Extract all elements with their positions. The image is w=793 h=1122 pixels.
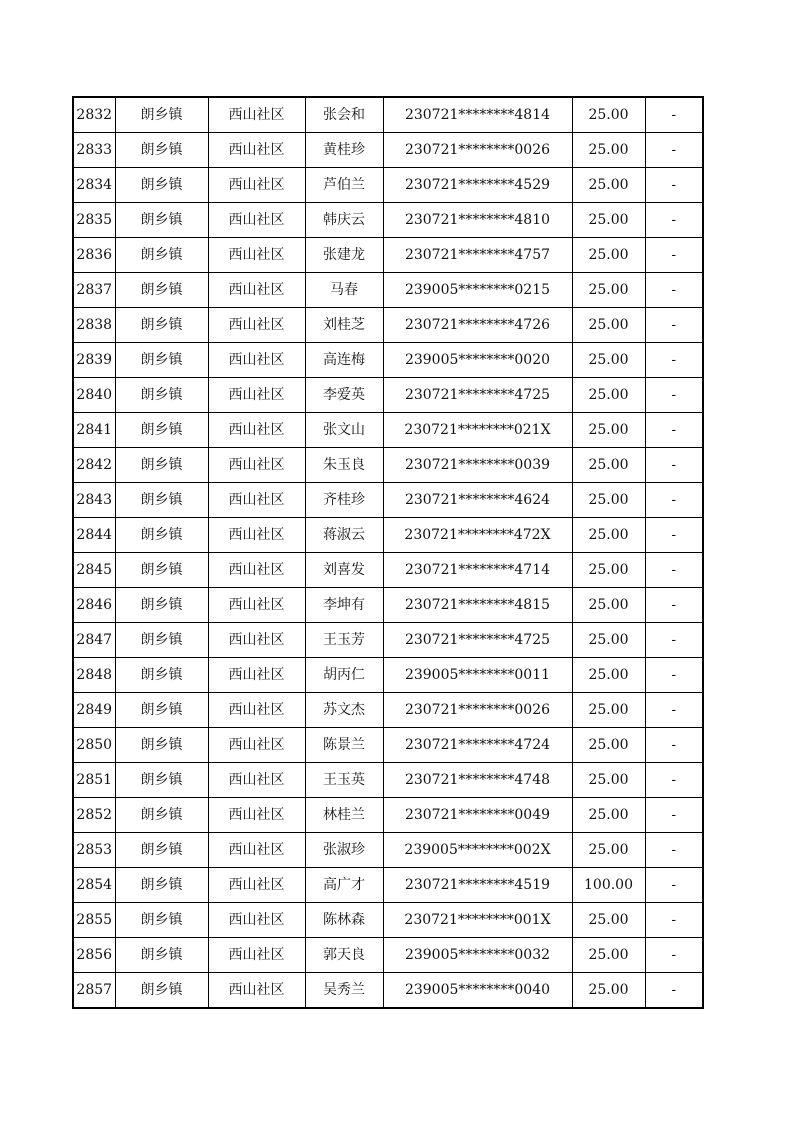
community-cell: 西山社区 <box>208 693 305 728</box>
id-number-cell: 239005********002X <box>383 833 572 868</box>
seq-cell: 2846 <box>73 588 115 623</box>
town-cell: 朗乡镇 <box>115 588 208 623</box>
seq-cell: 2841 <box>73 413 115 448</box>
amount-cell: 25.00 <box>572 518 645 553</box>
town-cell: 朗乡镇 <box>115 798 208 833</box>
community-cell: 西山社区 <box>208 763 305 798</box>
note-cell: - <box>645 798 703 833</box>
id-number-cell: 239005********0040 <box>383 973 572 1009</box>
amount-cell: 25.00 <box>572 168 645 203</box>
town-cell: 朗乡镇 <box>115 728 208 763</box>
community-cell: 西山社区 <box>208 903 305 938</box>
table-row <box>73 798 703 833</box>
seq-cell: 2837 <box>73 273 115 308</box>
seq-cell: 2844 <box>73 518 115 553</box>
table-row <box>73 728 703 763</box>
community-cell: 西山社区 <box>208 833 305 868</box>
table-row <box>73 448 703 483</box>
table-row <box>73 588 703 623</box>
amount-cell: 25.00 <box>572 938 645 973</box>
community-cell: 西山社区 <box>208 588 305 623</box>
note-cell: - <box>645 133 703 168</box>
table-row <box>73 483 703 518</box>
table-row <box>73 658 703 693</box>
seq-cell: 2856 <box>73 938 115 973</box>
community-cell: 西山社区 <box>208 238 305 273</box>
person-name-cell: 刘桂芝 <box>305 308 383 343</box>
amount-cell: 25.00 <box>572 553 645 588</box>
amount-cell: 25.00 <box>572 693 645 728</box>
id-number-cell: 230721********472X <box>383 518 572 553</box>
town-cell: 朗乡镇 <box>115 973 208 1009</box>
id-number-cell: 230721********4624 <box>383 483 572 518</box>
table-row <box>73 238 703 273</box>
table-row <box>73 343 703 378</box>
note-cell: - <box>645 343 703 378</box>
amount-cell: 25.00 <box>572 343 645 378</box>
town-cell: 朗乡镇 <box>115 97 208 133</box>
id-number-cell: 230721********4519 <box>383 868 572 903</box>
amount-cell: 25.00 <box>572 483 645 518</box>
person-name-cell: 黄桂珍 <box>305 133 383 168</box>
seq-cell: 2851 <box>73 763 115 798</box>
person-name-cell: 马春 <box>305 273 383 308</box>
id-number-cell: 230721********4810 <box>383 203 572 238</box>
community-cell: 西山社区 <box>208 553 305 588</box>
community-cell: 西山社区 <box>208 798 305 833</box>
amount-cell: 25.00 <box>572 413 645 448</box>
id-number-cell: 239005********0011 <box>383 658 572 693</box>
amount-cell: 25.00 <box>572 728 645 763</box>
id-number-cell: 239005********0032 <box>383 938 572 973</box>
town-cell: 朗乡镇 <box>115 273 208 308</box>
amount-cell: 25.00 <box>572 203 645 238</box>
id-number-cell: 230721********0049 <box>383 798 572 833</box>
table-row <box>73 518 703 553</box>
community-cell: 西山社区 <box>208 938 305 973</box>
note-cell: - <box>645 378 703 413</box>
seq-cell: 2848 <box>73 658 115 693</box>
amount-cell: 25.00 <box>572 833 645 868</box>
person-name-cell: 苏文杰 <box>305 693 383 728</box>
id-number-cell: 230721********4815 <box>383 588 572 623</box>
amount-cell: 25.00 <box>572 238 645 273</box>
person-name-cell: 张淑珍 <box>305 833 383 868</box>
note-cell: - <box>645 868 703 903</box>
id-number-cell: 230721********4714 <box>383 553 572 588</box>
community-cell: 西山社区 <box>208 448 305 483</box>
town-cell: 朗乡镇 <box>115 203 208 238</box>
seq-cell: 2834 <box>73 168 115 203</box>
seq-cell: 2842 <box>73 448 115 483</box>
table-row <box>73 763 703 798</box>
id-number-cell: 230721********4814 <box>383 97 572 133</box>
amount-cell: 25.00 <box>572 623 645 658</box>
community-cell: 西山社区 <box>208 868 305 903</box>
note-cell: - <box>645 553 703 588</box>
note-cell: - <box>645 238 703 273</box>
note-cell: - <box>645 168 703 203</box>
community-cell: 西山社区 <box>208 308 305 343</box>
id-number-cell: 230721********0026 <box>383 693 572 728</box>
roster-table <box>72 96 704 1009</box>
town-cell: 朗乡镇 <box>115 343 208 378</box>
community-cell: 西山社区 <box>208 133 305 168</box>
person-name-cell: 王玉芳 <box>305 623 383 658</box>
person-name-cell: 蒋淑云 <box>305 518 383 553</box>
community-cell: 西山社区 <box>208 623 305 658</box>
seq-cell: 2839 <box>73 343 115 378</box>
id-number-cell: 230721********001X <box>383 903 572 938</box>
note-cell: - <box>645 763 703 798</box>
id-number-cell: 230721********021X <box>383 413 572 448</box>
person-name-cell: 陈景兰 <box>305 728 383 763</box>
community-cell: 西山社区 <box>208 203 305 238</box>
table-row <box>73 623 703 658</box>
person-name-cell: 林桂兰 <box>305 798 383 833</box>
seq-cell: 2854 <box>73 868 115 903</box>
table-row <box>73 938 703 973</box>
town-cell: 朗乡镇 <box>115 833 208 868</box>
note-cell: - <box>645 448 703 483</box>
amount-cell: 25.00 <box>572 798 645 833</box>
person-name-cell: 张文山 <box>305 413 383 448</box>
town-cell: 朗乡镇 <box>115 693 208 728</box>
amount-cell: 25.00 <box>572 308 645 343</box>
person-name-cell: 齐桂珍 <box>305 483 383 518</box>
amount-cell: 25.00 <box>572 97 645 133</box>
community-cell: 西山社区 <box>208 378 305 413</box>
person-name-cell: 高连梅 <box>305 343 383 378</box>
amount-cell: 25.00 <box>572 133 645 168</box>
amount-cell: 25.00 <box>572 658 645 693</box>
town-cell: 朗乡镇 <box>115 903 208 938</box>
note-cell: - <box>645 658 703 693</box>
town-cell: 朗乡镇 <box>115 623 208 658</box>
note-cell: - <box>645 203 703 238</box>
person-name-cell: 王玉英 <box>305 763 383 798</box>
community-cell: 西山社区 <box>208 273 305 308</box>
id-number-cell: 230721********0026 <box>383 133 572 168</box>
community-cell: 西山社区 <box>208 483 305 518</box>
town-cell: 朗乡镇 <box>115 238 208 273</box>
town-cell: 朗乡镇 <box>115 763 208 798</box>
note-cell: - <box>645 938 703 973</box>
table-row <box>73 133 703 168</box>
id-number-cell: 230721********4725 <box>383 378 572 413</box>
id-number-cell: 230721********4726 <box>383 308 572 343</box>
note-cell: - <box>645 973 703 1009</box>
id-number-cell: 230721********4724 <box>383 728 572 763</box>
town-cell: 朗乡镇 <box>115 658 208 693</box>
note-cell: - <box>645 308 703 343</box>
community-cell: 西山社区 <box>208 728 305 763</box>
table-row <box>73 273 703 308</box>
seq-cell: 2836 <box>73 238 115 273</box>
seq-cell: 2847 <box>73 623 115 658</box>
seq-cell: 2843 <box>73 483 115 518</box>
table-row <box>73 378 703 413</box>
amount-cell: 25.00 <box>572 973 645 1009</box>
table-row <box>73 973 703 1009</box>
note-cell: - <box>645 483 703 518</box>
id-number-cell: 239005********0215 <box>383 273 572 308</box>
note-cell: - <box>645 413 703 448</box>
seq-cell: 2835 <box>73 203 115 238</box>
table-row <box>73 308 703 343</box>
community-cell: 西山社区 <box>208 97 305 133</box>
town-cell: 朗乡镇 <box>115 308 208 343</box>
seq-cell: 2838 <box>73 308 115 343</box>
table-row <box>73 868 703 903</box>
seq-cell: 2849 <box>73 693 115 728</box>
community-cell: 西山社区 <box>208 413 305 448</box>
town-cell: 朗乡镇 <box>115 133 208 168</box>
amount-cell: 25.00 <box>572 903 645 938</box>
table-row <box>73 97 703 133</box>
table-row <box>73 833 703 868</box>
table-row <box>73 553 703 588</box>
id-number-cell: 230721********0039 <box>383 448 572 483</box>
amount-cell: 25.00 <box>572 763 645 798</box>
table-row <box>73 413 703 448</box>
community-cell: 西山社区 <box>208 658 305 693</box>
seq-cell: 2857 <box>73 973 115 1009</box>
note-cell: - <box>645 97 703 133</box>
note-cell: - <box>645 833 703 868</box>
community-cell: 西山社区 <box>208 343 305 378</box>
note-cell: - <box>645 728 703 763</box>
seq-cell: 2833 <box>73 133 115 168</box>
town-cell: 朗乡镇 <box>115 938 208 973</box>
roster-body <box>73 97 703 1008</box>
town-cell: 朗乡镇 <box>115 413 208 448</box>
town-cell: 朗乡镇 <box>115 448 208 483</box>
town-cell: 朗乡镇 <box>115 553 208 588</box>
note-cell: - <box>645 588 703 623</box>
id-number-cell: 230721********4725 <box>383 623 572 658</box>
town-cell: 朗乡镇 <box>115 378 208 413</box>
table-row <box>73 203 703 238</box>
note-cell: - <box>645 693 703 728</box>
id-number-cell: 230721********4757 <box>383 238 572 273</box>
person-name-cell: 李坤有 <box>305 588 383 623</box>
person-name-cell: 胡丙仁 <box>305 658 383 693</box>
town-cell: 朗乡镇 <box>115 168 208 203</box>
community-cell: 西山社区 <box>208 973 305 1009</box>
note-cell: - <box>645 623 703 658</box>
seq-cell: 2832 <box>73 97 115 133</box>
table-row <box>73 693 703 728</box>
note-cell: - <box>645 273 703 308</box>
person-name-cell: 刘喜发 <box>305 553 383 588</box>
seq-cell: 2840 <box>73 378 115 413</box>
town-cell: 朗乡镇 <box>115 483 208 518</box>
amount-cell: 25.00 <box>572 273 645 308</box>
note-cell: - <box>645 518 703 553</box>
community-cell: 西山社区 <box>208 518 305 553</box>
seq-cell: 2855 <box>73 903 115 938</box>
person-name-cell: 陈林森 <box>305 903 383 938</box>
person-name-cell: 张会和 <box>305 97 383 133</box>
amount-cell: 25.00 <box>572 448 645 483</box>
seq-cell: 2850 <box>73 728 115 763</box>
person-name-cell: 朱玉良 <box>305 448 383 483</box>
person-name-cell: 吴秀兰 <box>305 973 383 1009</box>
id-number-cell: 230721********4748 <box>383 763 572 798</box>
town-cell: 朗乡镇 <box>115 518 208 553</box>
table-row <box>73 903 703 938</box>
seq-cell: 2845 <box>73 553 115 588</box>
community-cell: 西山社区 <box>208 168 305 203</box>
id-number-cell: 230721********4529 <box>383 168 572 203</box>
id-number-cell: 239005********0020 <box>383 343 572 378</box>
town-cell: 朗乡镇 <box>115 868 208 903</box>
amount-cell: 25.00 <box>572 588 645 623</box>
person-name-cell: 张建龙 <box>305 238 383 273</box>
person-name-cell: 郭天良 <box>305 938 383 973</box>
table-row <box>73 168 703 203</box>
person-name-cell: 李爱英 <box>305 378 383 413</box>
person-name-cell: 芦伯兰 <box>305 168 383 203</box>
amount-cell: 100.00 <box>572 868 645 903</box>
person-name-cell: 高广才 <box>305 868 383 903</box>
person-name-cell: 韩庆云 <box>305 203 383 238</box>
seq-cell: 2853 <box>73 833 115 868</box>
amount-cell: 25.00 <box>572 378 645 413</box>
note-cell: - <box>645 903 703 938</box>
seq-cell: 2852 <box>73 798 115 833</box>
